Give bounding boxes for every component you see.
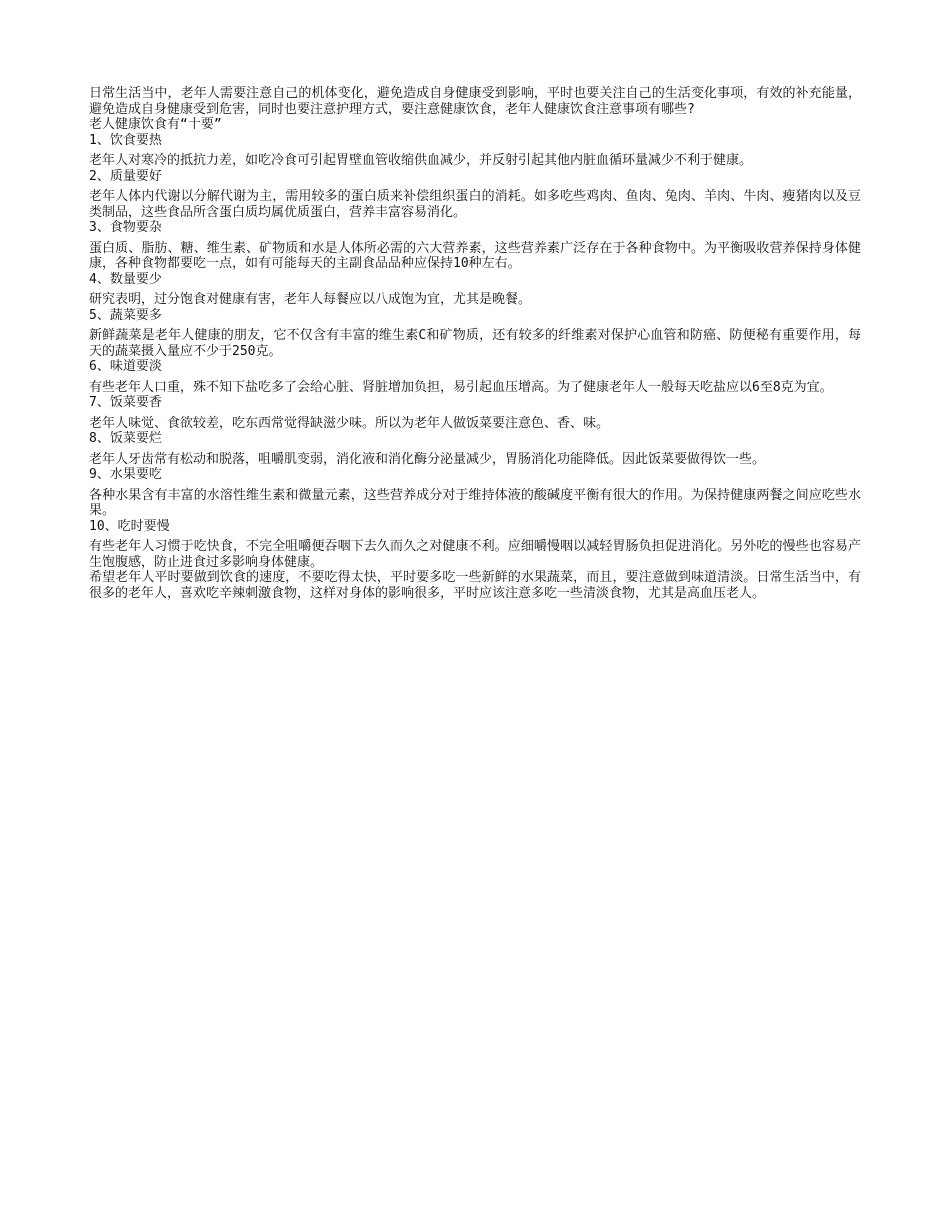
section-body: 蛋白质、脂肪、糖、维生素、矿物质和水是人体所必需的六大营养素，这些营养素广泛存在于各种食物中。为平衡吸收营养保持身体健康，各种食物都要吃一点，如有可能每天的主副食品品种应保持10种左右。 <box>89 240 861 271</box>
section-title: 3、食物要杂 <box>89 220 162 235</box>
section-10 <box>89 519 861 571</box>
document-subtitle: 老人健康饮食有“十要” <box>89 117 222 132</box>
section-body: 各种水果含有丰富的水溶性维生素和微量元素，这些营养成分对于维持体液的酸碱度平衡有很大的作用。为保持健康两餐之间应吃些水果。 <box>89 487 861 518</box>
section-8 <box>89 431 861 467</box>
section-title: 4、数量要少 <box>89 271 162 287</box>
section-body: 老年人味觉、食欲较差，吃东西常觉得缺滋少味。所以为老年人做饭菜要注意色、香、味。 <box>89 415 610 431</box>
section-1 <box>89 133 861 169</box>
section-4 <box>89 272 861 308</box>
closing-paragraph: 希望老年人平时要做到饮食的速度，不要吃得太快，平时要多吃一些新鲜的水果蔬菜，而且，要注意做到味道清淡。日常生活当中，有很多的老年人，喜欢吃辛辣刺激食物，这样对身体的影响很多，平时应该注意多吃一些清淡食物，尤其是高血压老人。 <box>89 570 861 601</box>
intro-paragraph: 日常生活当中，老年人需要注意自己的机体变化，避免造成自身健康受到影响，平时也要关注自己的生活变化事项，有效的补充能量，避免造成自身健康受到危害，同时也要注意护理方式，要注意健康饮食，老年人健康饮食注意事项有哪些? <box>89 86 861 117</box>
section-title: 1、饮食要热 <box>89 132 162 148</box>
document-page <box>89 86 861 601</box>
section-body: 新鲜蔬菜是老年人健康的朋友，它不仅含有丰富的维生素C和矿物质，还有较多的纤维素对保护心血管和防癌、防便秘有重要作用，每天的蔬菜摄入量应不少于250克。 <box>89 328 861 359</box>
section-7 <box>89 395 861 431</box>
section-body: 老年人体内代谢以分解代谢为主，需用较多的蛋白质来补偿组织蛋白的消耗。如多吃些鸡肉、鱼肉、兔肉、羊肉、牛肉、瘦猪肉以及豆类制品，这些食品所含蛋白质均属优质蛋白，营养丰富容易消化。 <box>89 189 861 220</box>
section-2 <box>89 169 861 221</box>
section-body: 有些老年人习惯于吃快食，不完全咀嚼便吞咽下去久而久之对健康不利。应细嚼慢咽以减轻胃肠负担促进消化。另外吃的慢些也容易产生饱腹感，防止进食过多影响身体健康。 <box>89 539 861 570</box>
section-body: 老年人对寒冷的抵抗力差，如吃冷食可引起胃壁血管收缩供血减少，并反射引起其他内脏血循环量减少不利于健康。 <box>89 153 753 168</box>
section-body: 研究表明，过分饱食对健康有害，老年人每餐应以八成饱为宜，尤其是晚餐。 <box>89 292 532 307</box>
section-title: 10、吃时要慢 <box>89 518 170 534</box>
section-title: 5、蔬菜要多 <box>89 307 162 323</box>
section-title: 9、水果要吃 <box>89 467 162 482</box>
section-5 <box>89 308 861 360</box>
section-9 <box>89 467 861 519</box>
section-6 <box>89 359 861 395</box>
section-body: 有些老年人口重，殊不知下盐吃多了会给心脏、肾脏增加负担，易引起血压增高。为了健康老年人一般每天吃盐应以6至8克为宜。 <box>89 379 833 395</box>
section-title: 7、饭菜要香 <box>89 395 162 410</box>
section-3 <box>89 220 861 272</box>
section-title: 8、饭菜要烂 <box>89 431 162 446</box>
section-title: 6、味道要淡 <box>89 359 162 374</box>
section-title: 2、质量要好 <box>89 168 162 184</box>
section-body: 老年人牙齿常有松动和脱落，咀嚼肌变弱，消化液和消化酶分泌量减少，胃肠消化功能降低。因此饭菜要做得饮一些。 <box>89 451 766 467</box>
